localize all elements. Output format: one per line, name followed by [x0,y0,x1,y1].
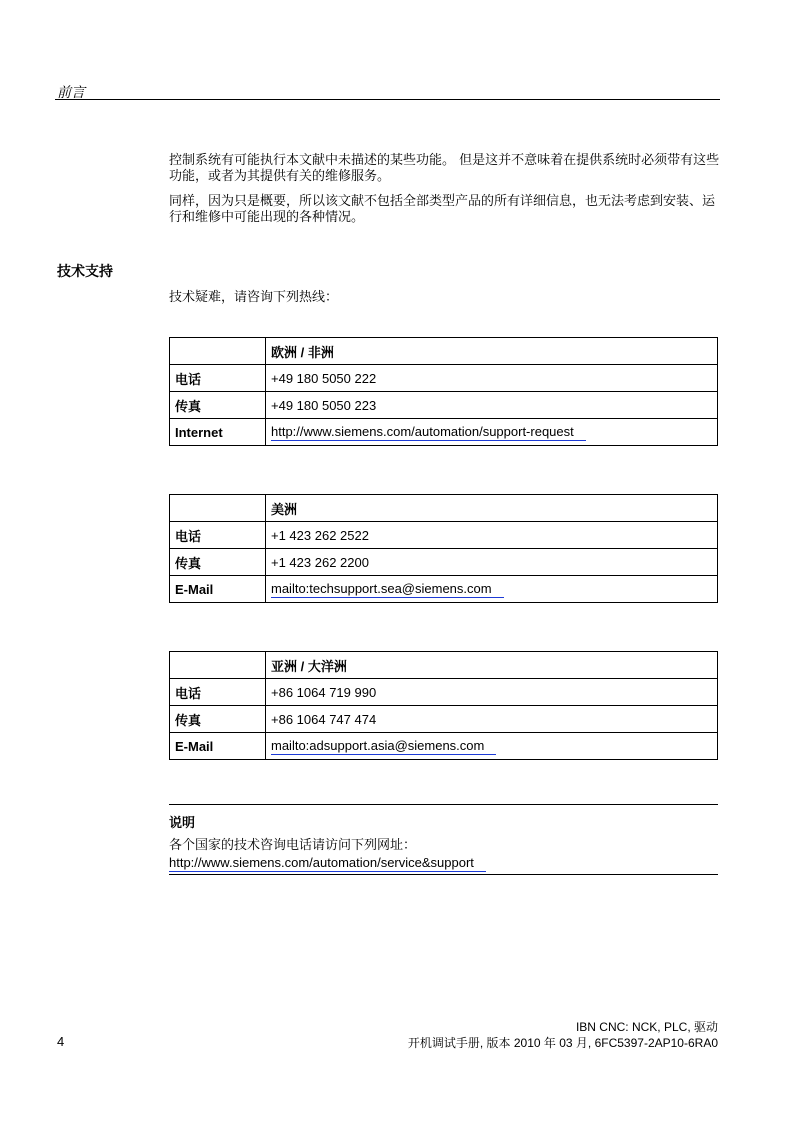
header-rule [55,99,720,100]
row-label: 电话 [170,365,266,392]
row-label: 电话 [170,679,266,706]
note-title: 说明 [169,816,196,831]
table-row-internet [170,419,718,446]
footer-product-line: IBN CNC: NCK, PLC, 驱动 [575,1020,718,1034]
contact-table-europe-africa [169,337,718,446]
fax-value: +1 423 262 2200 [266,549,718,576]
internet-cell [266,419,718,446]
table-header-row [170,652,718,679]
row-label: E-Mail [170,733,266,760]
region-heading: 亚洲 / 大洋洲 [266,652,718,679]
region-heading: 美洲 [266,495,718,522]
phone-value: +1 423 262 2522 [266,522,718,549]
row-label: 传真 [170,706,266,733]
note-link-wrapper [169,855,486,872]
fax-value: +86 1064 747 474 [266,706,718,733]
table-header-row [170,495,718,522]
note-text: 各个国家的技术咨询电话请访问下列网址： [169,838,417,853]
footer-manual-line: 开机调试手册, 版本 2010 年 03 月, 6FC5397-2AP10-6RA0 [407,1036,718,1050]
email-cell [266,576,718,603]
table-header-empty [170,338,266,365]
row-label: 传真 [170,549,266,576]
fax-value: +49 180 5050 223 [266,392,718,419]
row-label: Internet [170,419,266,446]
page-header-title: 前言 [57,85,85,101]
email-cell [266,733,718,760]
support-request-link[interactable]: http://www.siemens.com/automation/support-request [271,424,586,441]
table-row-fax [170,392,718,419]
table-row-email [170,733,718,760]
section-heading-technical-support: 技术支持 [57,264,113,280]
page-number: 4 [57,1034,65,1049]
table-header-empty [170,495,266,522]
table-header-empty [170,652,266,679]
phone-value: +86 1064 719 990 [266,679,718,706]
contact-table-asia-oceania [169,651,718,760]
row-label: E-Mail [170,576,266,603]
service-support-link[interactable]: http://www.siemens.com/automation/service&support [169,855,486,872]
contact-table-americas [169,494,718,603]
note-top-rule [169,804,718,805]
table-row-phone [170,365,718,392]
email-link-americas[interactable]: mailto:techsupport.sea@siemens.com [271,581,504,598]
table-row-fax [170,549,718,576]
table-row-phone [170,679,718,706]
intro-paragraph-1: 控制系统有可能执行本文献中未描述的某些功能。 但是这并不意味着在提供系统时必须带有这些功能，或者为其提供有关的维修服务。 [169,153,720,184]
table-row-fax [170,706,718,733]
table-row-phone [170,522,718,549]
note-bottom-rule [169,874,718,875]
row-label: 电话 [170,522,266,549]
table-header-row [170,338,718,365]
intro-paragraph-2: 同样，因为只是概要，所以该文献不包括全部类型产品的所有详细信息，也无法考虑到安装、运行和维修中可能出现的各种情况。 [169,194,716,225]
region-heading: 欧洲 / 非洲 [266,338,718,365]
phone-value: +49 180 5050 222 [266,365,718,392]
support-intro: 技术疑难，请咨询下列热线： [169,290,339,305]
table-row-email [170,576,718,603]
row-label: 传真 [170,392,266,419]
email-link-asia[interactable]: mailto:adsupport.asia@siemens.com [271,738,496,755]
